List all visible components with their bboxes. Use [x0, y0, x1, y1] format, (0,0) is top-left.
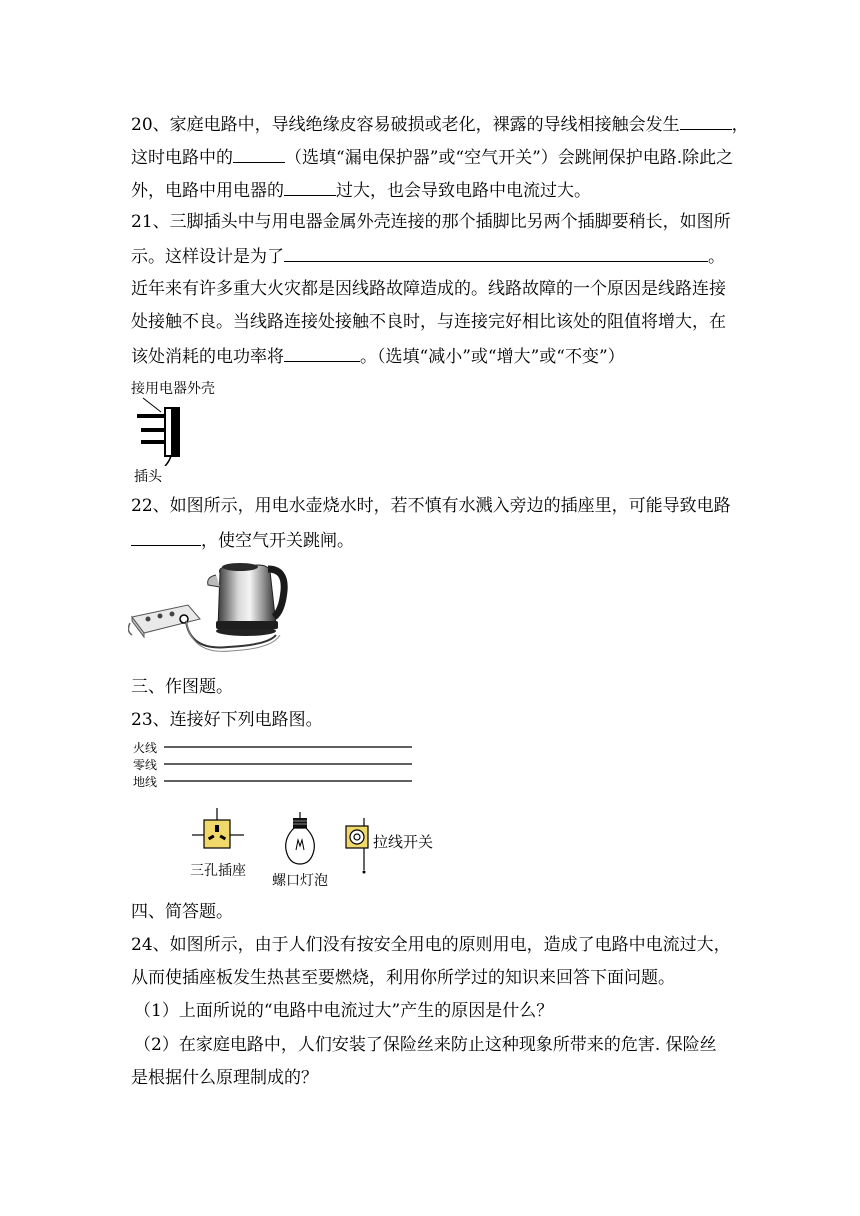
live-pin [141, 428, 165, 432]
q22-text: 22、如图所示，用电水壶烧水时，若不慎有水溅入旁边的插座里，可能导致电路 [131, 496, 731, 516]
q21-line-2 [131, 245, 725, 267]
q20-text: 这时电路中的 [131, 148, 233, 168]
q21-text: 21、三脚插头中与用电器金属外壳连接的那个插脚比另两个插脚要稍长，如图所 [131, 212, 731, 232]
q21-line-4 [131, 312, 726, 332]
neutral-wire-label: 零线 [133, 758, 158, 772]
plug-body-shade [171, 408, 179, 456]
earth-wire-label: 地线 [133, 775, 158, 789]
q21-text: 示。这样设计是为了 [131, 247, 284, 267]
bulb-label: 螺口灯泡 [272, 873, 328, 889]
answer-blank [284, 179, 336, 196]
q20-text: ， [731, 115, 749, 135]
q20-line-1 [131, 113, 749, 135]
switch-label: 拉线开关 [373, 833, 434, 851]
pointer-line [143, 398, 161, 412]
q21-text: 。 [708, 247, 725, 267]
q20-text: 外，电路中用电器的 [131, 181, 284, 201]
answer-blank [131, 529, 201, 546]
q20-line-3 [131, 179, 591, 201]
kettle-icon [208, 563, 285, 636]
q22-line-1 [131, 496, 731, 516]
q21-text: 。（选填“减小”或“增大”或“不变”） [360, 347, 625, 367]
socket-label: 三孔插座 [190, 863, 246, 879]
answer-blank [233, 146, 285, 163]
plug-cable [165, 456, 171, 466]
q20-text: 过大，也会导致电路中电流过大。 [336, 181, 591, 201]
plug-top-label: 接用电器外壳 [131, 381, 215, 397]
q24-sub-question-2-line-2: 是根据什么原理制成的？ [131, 1068, 318, 1088]
pull-switch-icon [340, 818, 374, 880]
q23-text: 23、连接好下列电路图。 [131, 710, 323, 730]
answer-blank [680, 113, 732, 130]
q21-text: 该处消耗的电功率将 [131, 347, 284, 367]
answer-blank [284, 345, 360, 362]
q21-line-1 [131, 212, 731, 232]
q20-text: （选填“漏电保护器”或“空气开关”）会跳闸保护电路.除此之 [285, 148, 734, 168]
q20-line-2 [131, 146, 733, 168]
q24-line-1: 24、如图所示，由于人们没有按安全用电的原则用电，造成了电路中电流过大， [131, 935, 731, 955]
answer-blank [284, 245, 708, 262]
earth-pin [137, 414, 165, 418]
wire-lines [160, 740, 420, 790]
plug-bottom-label: 插头 [134, 469, 162, 485]
q24-sub-question-2-line-1: （2）在家庭电路中，人们安装了保险丝来防止这种现象所带来的危害. 保险丝 [134, 1035, 717, 1055]
kettle-power-strip-figure [128, 555, 288, 660]
screw-bulb-icon [280, 812, 320, 870]
three-pin-plug-figure [131, 396, 191, 466]
neutral-pin [141, 440, 165, 444]
q24-sub-question-1: （1）上面所说的“电路中电流过大”产生的原因是什么？ [134, 1001, 554, 1021]
q21-text: 近年来有许多重大火灾都是因线路故障造成的。线路故障的一个原因是线路连接 [131, 279, 726, 299]
q20-text: 20、家庭电路中，导线绝缘皮容易破损或老化，裸露的导线相接触会发生 [131, 115, 680, 135]
q21-line-3 [131, 279, 726, 299]
live-wire-label: 火线 [133, 741, 158, 755]
section-3-title: 三、作图题。 [131, 677, 233, 697]
section-4-title: 四、简答题。 [131, 902, 233, 922]
q24-line-2: 从而使插座板发生热甚至要燃烧，利用你所学过的知识来回答下面问题。 [131, 968, 675, 988]
q22-text: ，使空气开关跳闸。 [201, 531, 354, 551]
three-hole-socket-icon [188, 806, 248, 866]
q21-text: 处接触不良。当线路连接处接触不良时，与连接完好相比该处的阻值将增大，在 [131, 312, 726, 332]
q22-line-2 [131, 529, 354, 551]
q21-line-5 [131, 345, 625, 367]
